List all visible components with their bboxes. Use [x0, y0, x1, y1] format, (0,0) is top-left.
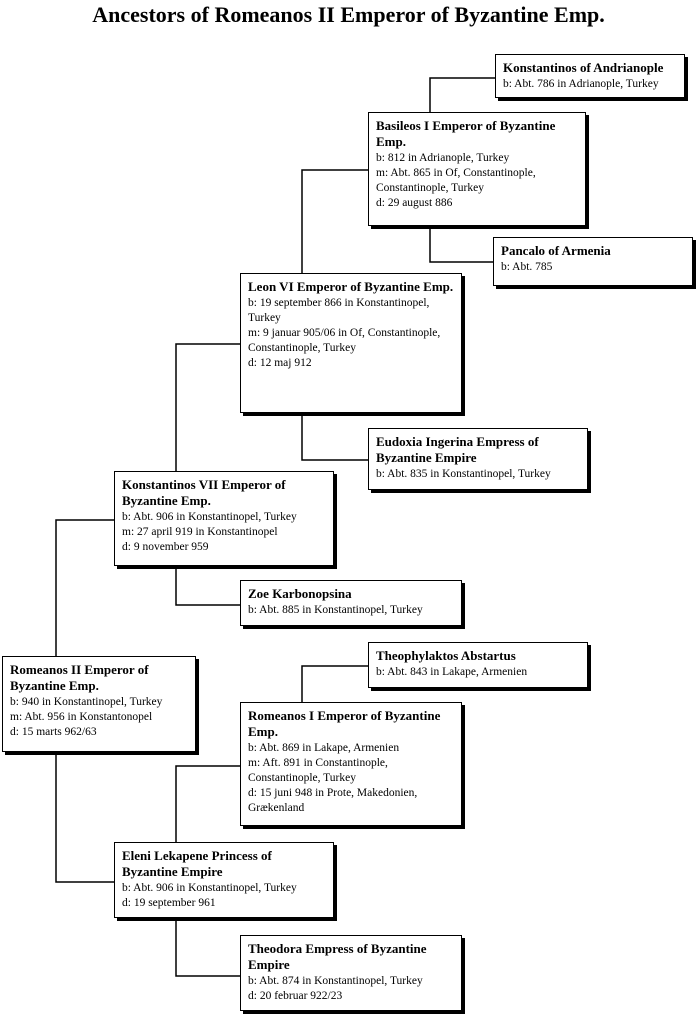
person-name: Leon VI Emperor of Byzantine Emp. — [248, 279, 454, 294]
person-card-basileos-i[interactable] — [368, 112, 586, 226]
birth-info: b: Abt. 843 in Lakape, Armenien — [376, 666, 528, 678]
birth-info: b: 812 in Adrianople, Turkey — [376, 152, 510, 164]
person-name: Zoe Karbonopsina — [248, 586, 352, 601]
person-card-theodora[interactable] — [240, 935, 462, 1011]
death-info: d: 29 august 886 — [376, 197, 453, 209]
person-card-theophylaktos-abstartus[interactable] — [368, 642, 588, 688]
death-info: d: 20 februar 922/23 — [248, 990, 343, 1002]
connector-romeanos-ii-father — [56, 520, 114, 656]
person-name: Romeanos II Emperor of Byzantine Emp. — [10, 662, 149, 693]
birth-info: b: Abt. 835 in Konstantinopel, Turkey — [376, 468, 551, 480]
person-name: Theodora Empress of Byzantine Empire — [248, 941, 427, 972]
connector-basileos-mother — [430, 226, 493, 262]
death-info: d: 15 marts 962/63 — [10, 726, 97, 738]
person-name: Theophylaktos Abstartus — [376, 648, 516, 663]
birth-info: b: Abt. 785 — [501, 261, 553, 273]
death-info: d: 15 juni 948 in Prote, Makedonien, Grækenland — [248, 787, 418, 814]
connector-eleni-mother — [176, 918, 240, 976]
person-card-eudoxia-ingerina[interactable] — [368, 428, 588, 490]
connector-basileos-father — [430, 78, 495, 112]
marriage-info: m: 27 april 919 in Konstantinopel — [122, 526, 278, 538]
death-info: d: 19 september 961 — [122, 897, 216, 909]
person-card-pancalo-of-armenia[interactable] — [493, 237, 693, 286]
connector-romeanos-ii-mother — [56, 752, 114, 882]
person-name: Pancalo of Armenia — [501, 243, 611, 258]
death-info: d: 9 november 959 — [122, 541, 209, 553]
marriage-info: m: Aft. 891 in Constantinople, Constantinople, Turkey — [248, 757, 388, 784]
person-name: Konstantinos of Andrianople — [503, 60, 664, 75]
marriage-info: m: Abt. 956 in Konstantonopel — [10, 711, 153, 723]
person-card-romeanos-i[interactable] — [240, 702, 462, 826]
person-card-romeanos-ii[interactable] — [2, 656, 196, 752]
birth-info: b: Abt. 786 in Adrianople, Turkey — [503, 78, 659, 90]
person-card-konstantinos-of-andrianople[interactable] — [495, 54, 685, 98]
connector-leon-father — [302, 170, 368, 273]
person-card-zoe-karbonopsina[interactable] — [240, 580, 462, 626]
birth-info: b: Abt. 869 in Lakape, Armenien — [248, 742, 400, 754]
person-name: Eleni Lekapene Princess of Byzantine Empire — [122, 848, 272, 879]
birth-info: b: Abt. 906 in Konstantinopel, Turkey — [122, 882, 297, 894]
connector-romeanos-i-father — [302, 666, 368, 702]
person-name: Konstantinos VII Emperor of Byzantine Emp. — [122, 477, 286, 508]
connector-leon-mother — [302, 413, 368, 460]
birth-info: b: Abt. 885 in Konstantinopel, Turkey — [248, 604, 423, 616]
person-name: Romeanos I Emperor of Byzantine Emp. — [248, 708, 441, 739]
connector-eleni-father — [176, 766, 240, 842]
marriage-info: m: 9 januar 905/06 in Of, Constantinople, Constantinople, Turkey — [248, 327, 441, 354]
birth-info: b: Abt. 874 in Konstantinopel, Turkey — [248, 975, 423, 987]
chart-title: Ancestors of Romeanos II Emperor of Byzantine Emp. — [92, 2, 605, 27]
birth-info: b: 19 september 866 in Konstantinopel, Turkey — [248, 297, 430, 324]
person-name: Basileos I Emperor of Byzantine Emp. — [376, 118, 556, 149]
person-card-konstantinos-vii[interactable] — [114, 471, 334, 566]
person-name: Eudoxia Ingerina Empress of Byzantine Empire — [376, 434, 539, 465]
birth-info: b: Abt. 906 in Konstantinopel, Turkey — [122, 511, 297, 523]
marriage-info: m: Abt. 865 in Of, Constantinople, Constantinople, Turkey — [376, 167, 536, 194]
death-info: d: 12 maj 912 — [248, 357, 312, 369]
person-card-leon-vi[interactable] — [240, 273, 462, 413]
connector-konstantinos-father — [176, 344, 240, 471]
birth-info: b: 940 in Konstantinopel, Turkey — [10, 696, 163, 708]
person-card-eleni-lekapene[interactable] — [114, 842, 334, 918]
connector-konstantinos-mother — [176, 566, 240, 605]
